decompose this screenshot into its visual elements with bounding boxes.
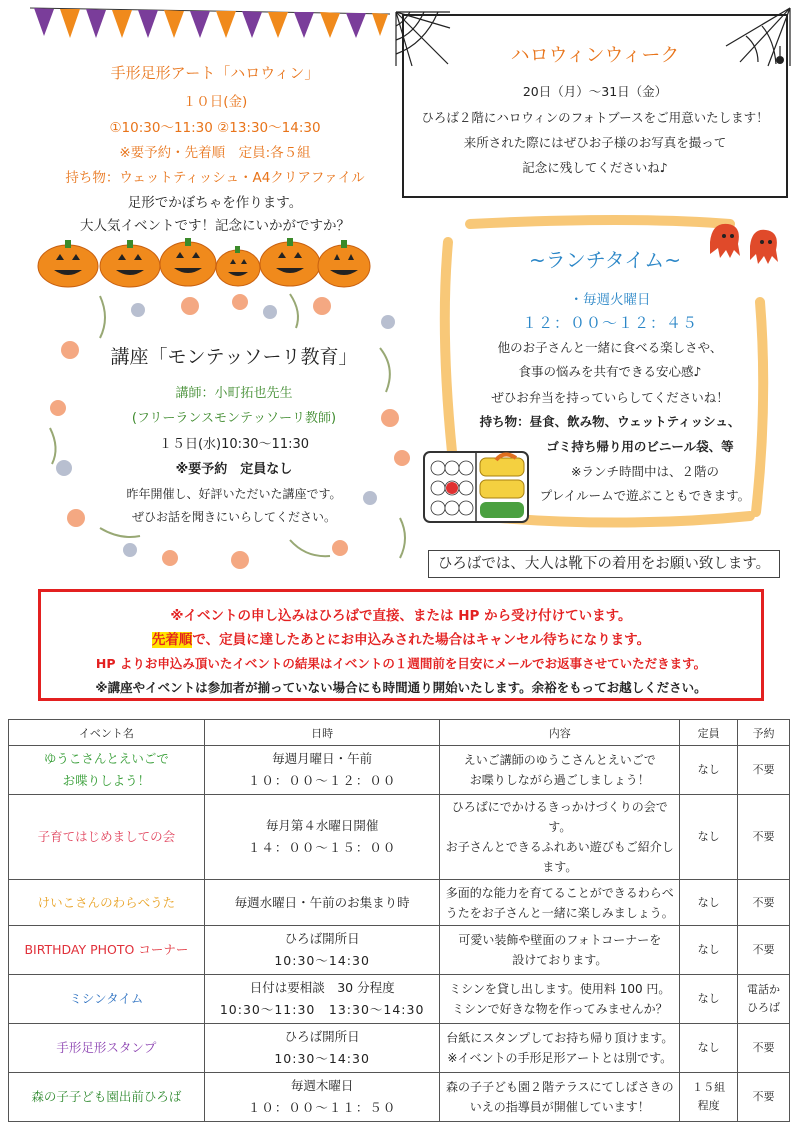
cell-reserve: 不要	[738, 880, 790, 926]
cell-date: 日付は要相談 30 分程度	[249, 980, 395, 995]
cell-content: ミシンを貸し出します。使用料 100 円。 ミシンで好きな物を作ってみませんか？	[440, 975, 680, 1024]
montessori-title: 講座「モンテッソーリ教育」	[110, 346, 358, 368]
cell-capacity: なし	[680, 926, 738, 975]
montessori-datetime: １５日(水)10:30～11:30	[158, 437, 310, 452]
notice-line2	[41, 628, 761, 652]
cell-date: 毎週木曜日	[290, 1078, 354, 1093]
header-reservation: 予約	[738, 720, 790, 746]
cell-name: けいこさんのわらべうた	[9, 880, 205, 926]
table-row	[9, 746, 790, 795]
socks-notice-sign: ひろばでは、大人は靴下の着用をお願い致します。	[428, 550, 780, 578]
cell-date: ひろば開所日	[284, 1029, 360, 1044]
notice-highlight: 先着順	[151, 632, 193, 648]
halloween-week-line3: 記念に残してくださいね♪	[522, 160, 668, 175]
cell-datetime	[204, 1073, 440, 1122]
montessori-teacher-role: (フリーランスモンテッソーリ教師)	[131, 411, 337, 426]
cell-reserve: 不要	[738, 926, 790, 975]
cell-datetime	[204, 975, 440, 1024]
cell-capacity: なし	[680, 795, 738, 880]
halloween-week-line1: ひろば２階にハロウィンのフォトブースをご用意いたします！	[421, 110, 769, 125]
cell-capacity: なし	[680, 1024, 738, 1073]
handprint-popular: 大人気イベントです！記念にいかがですか？	[80, 218, 350, 234]
cell-capacity: １５組 程度	[680, 1073, 738, 1122]
cell-time: 10:30～14:30	[274, 1051, 370, 1066]
cell-content: ひろばにでかけるきっかけづくりの会です。 お子さんとできるふれあい遊びもご紹介します。	[440, 795, 680, 880]
cell-datetime	[204, 746, 440, 795]
table-row	[9, 1073, 790, 1122]
halloween-bunting	[30, 0, 390, 50]
cell-datetime	[204, 1024, 440, 1073]
cell-datetime	[204, 880, 440, 926]
halloween-week-title: ハロウィンウィーク	[510, 44, 680, 66]
cell-content: えいご講師のゆうこさんとえいごで お喋りしながら過ごしましょう！	[440, 746, 680, 795]
montessori-line1: 昨年開催し、好評いただいた講座です。	[126, 487, 342, 501]
handprint-times: ①10:30～11:30 ②13:30～14:30	[109, 120, 321, 136]
lunch-line2: 食事の悩みを共有できる安心感♪	[518, 364, 702, 379]
cell-reserve: 不要	[738, 1024, 790, 1073]
halloween-week-dates: 20日（月）～31日（金）	[522, 84, 668, 99]
cell-date: ひろば開所日	[284, 931, 360, 946]
cell-content: 台紙にスタンプしてお持ち帰り頂けます。 ※イベントの手形足形アートとは別です。	[440, 1024, 680, 1073]
cell-content: 多面的な能力を育てることができるわらべ うたをお子さんと一緒に楽しみましょう。	[440, 880, 680, 926]
pumpkin-row-icon	[38, 236, 368, 288]
cell-name: 森の子子ども園出前ひろば	[9, 1073, 205, 1122]
lunch-title: ~ランチタイム~	[528, 248, 682, 272]
cell-content: 森の子子ども園２階テラスにてしばさきの いえの指導員が開催しています！	[440, 1073, 680, 1122]
lunch-note1: ※ランチ時間中は、２階の	[571, 464, 719, 479]
cell-date: 毎週水曜日・午前のお集まり時	[234, 894, 410, 910]
cell-capacity: なし	[680, 880, 738, 926]
cell-name: ミシンタイム	[9, 975, 205, 1024]
events-table	[8, 719, 790, 1122]
handprint-reservation: ※要予約・先着順 定員:各５組	[119, 145, 311, 161]
table-row	[9, 795, 790, 880]
notice-line4: ※講座やイベントは参加者が揃っていない場合にも時間通り開始いたします。余裕をもってお越しください。	[95, 680, 707, 695]
table-row	[9, 1024, 790, 1073]
notice-line3: HP よりお申込み頂いたイベントの結果はイベントの１週間前を目安にメールでお返事させていただきます。	[95, 656, 707, 671]
cell-reserve: 不要	[738, 746, 790, 795]
cell-date: 毎月第４水曜日開催	[265, 818, 379, 833]
application-notice-box	[38, 589, 764, 701]
cell-name: 手形足形スタンプ	[9, 1024, 205, 1073]
cell-reserve: 不要	[738, 795, 790, 880]
cell-time: １０：００～１２：００	[247, 773, 397, 788]
header-capacity: 定員	[680, 720, 738, 746]
lunch-time: １２：００～１２：４５	[521, 314, 698, 332]
cell-date: 毎週月曜日・午前	[272, 751, 373, 766]
lunch-line3: ぜひお弁当を持っていらしてくださいね！	[491, 390, 729, 405]
bento-box-icon	[420, 438, 532, 528]
handprint-title: 手形足形アート「ハロウィン」	[110, 64, 320, 82]
cell-reserve: 電話か ひろば	[738, 975, 790, 1024]
lunch-day: ・毎週火曜日	[569, 292, 651, 308]
cell-time: 10:30～14:30	[274, 953, 370, 968]
cell-datetime	[204, 926, 440, 975]
montessori-reservation: ※要予約 定員なし	[175, 462, 293, 477]
montessori-line2: ぜひお話を聞きにいらしてください。	[131, 510, 336, 524]
header-event-name: イベント名	[9, 720, 205, 746]
cell-capacity: なし	[680, 975, 738, 1024]
lunch-note2: プレイルームで遊ぶこともできます。	[539, 488, 751, 503]
cell-time: 10:30～11:30 13:30～14:30	[219, 1002, 425, 1017]
lunch-items2: ゴミ持ち帰り用のビニール袋、等	[546, 439, 734, 454]
cell-name: BIRTHDAY PHOTO コーナー	[9, 926, 205, 975]
table-row	[9, 975, 790, 1024]
notice-line2-rest: で、定員に達したあとにお申込みされた場合はキャンセル待ちになります。	[192, 632, 651, 648]
montessori-teacher: 講師：小町拓也先生	[175, 386, 293, 401]
notice-line1: ※イベントの申し込みはひろばで直接、または HP から受け付けています。	[170, 608, 632, 624]
halloween-week-line2: 来所された際にはぜひお子様のお写真を撮って	[463, 135, 727, 150]
handprint-desc: 足形でかぼちゃを作ります。	[127, 195, 303, 211]
table-header-row	[9, 720, 790, 746]
cell-reserve: 不要	[738, 1073, 790, 1122]
table-row	[9, 880, 790, 926]
lunch-items1: 持ち物：昼食、飲み物、ウェットティッシュ、	[479, 414, 741, 429]
lunch-line1: 他のお子さんと一緒に食べる楽しさや、	[497, 340, 723, 355]
cell-datetime	[204, 795, 440, 880]
cell-name: ゆうこさんとえいごで お喋りしよう！	[9, 746, 205, 795]
header-content: 内容	[440, 720, 680, 746]
cell-name: 子育てはじめましての会	[9, 795, 205, 880]
table-row	[9, 926, 790, 975]
handprint-items: 持ち物：ウェットティッシュ・A4クリアファイル	[65, 170, 365, 186]
cell-time: １０：００～１１：５０	[247, 1100, 397, 1115]
handprint-date: １０日(金)	[182, 94, 248, 110]
cell-time: １４：００～１５：００	[247, 840, 397, 855]
cell-content: 可愛い装飾や壁面のフォトコーナーを 設けております。	[440, 926, 680, 975]
header-datetime: 日時	[204, 720, 440, 746]
cell-capacity: なし	[680, 746, 738, 795]
